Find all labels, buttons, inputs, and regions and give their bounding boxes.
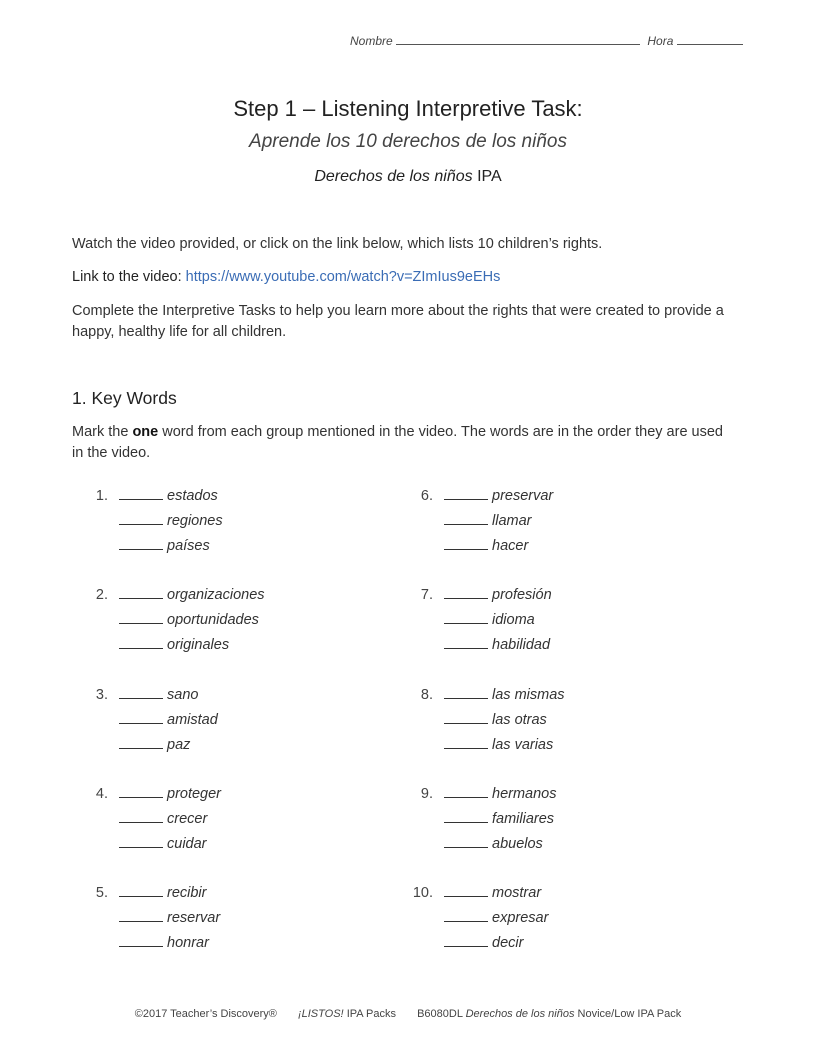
word-text: organizaciones [167,587,265,604]
footer-code: B6080DL [417,1008,463,1020]
answer-blank[interactable] [119,683,163,699]
footer-brand-italic: ¡LISTOS! [297,1008,344,1020]
word-text: habilidad [492,637,551,654]
word-text: decir [492,935,524,952]
word-text: regiones [167,513,223,529]
word-option [119,807,221,832]
footer-product-plain: Novice/Low IPA Pack [577,1008,682,1020]
group-word-list [119,881,220,956]
key-words-instructions [72,422,732,464]
group-number: 7. [420,587,433,604]
group-number: 10. [412,885,433,902]
word-option [444,931,548,956]
word-option [444,881,548,906]
group-number: 8. [420,686,433,703]
word-option [444,608,552,633]
group-number: 3. [95,686,108,703]
answer-blank[interactable] [444,484,488,500]
word-option [444,534,553,559]
footer-product [417,1008,681,1020]
word-option [444,708,565,733]
answer-blank[interactable] [119,782,163,798]
word-text: proteger [167,785,222,802]
name-label: Nombre [350,34,393,48]
word-text: originales [167,637,230,654]
intro-text: Watch the video provided, or click on the link below, which lists 10 children’s rights. [72,236,603,252]
instr-bold: one [132,424,159,440]
answer-blank[interactable] [444,733,488,749]
word-text: reservar [167,910,221,927]
word-text: oportunidades [167,612,259,629]
ipa-title-italic: Derechos de los niños [314,168,473,185]
answer-blank[interactable] [444,683,488,699]
word-text: las otras [492,711,547,728]
answer-blank[interactable] [119,733,163,749]
answer-blank[interactable] [444,583,488,599]
word-text: idioma [492,612,535,629]
answer-blank[interactable] [119,832,163,848]
word-option [444,484,553,509]
answer-blank[interactable] [444,708,488,724]
word-option [444,583,552,608]
group-word-list [444,782,556,857]
answer-blank[interactable] [119,484,163,500]
word-option [119,733,218,758]
word-option [119,708,218,733]
instr-after: word from each group mentioned in the video. The words are in the order they are used in the video. [72,424,723,461]
group-word-list [444,881,548,956]
word-option [119,832,221,857]
answer-blank[interactable] [119,534,163,550]
word-option [119,484,223,509]
hora-blank[interactable] [677,33,743,45]
word-option [444,683,565,708]
name-blank[interactable] [396,33,640,45]
group-word-list [444,683,565,758]
answer-blank[interactable] [119,931,163,947]
word-text: hacer [492,538,529,554]
word-option [119,683,218,708]
answer-blank[interactable] [119,807,163,823]
word-option [444,782,556,807]
footer [0,1008,816,1020]
group-word-list [119,782,221,857]
word-text: honrar [167,935,209,952]
group-word-list [444,583,552,658]
footer-brand [298,1008,396,1020]
word-text: países [167,538,210,554]
group-word-list [444,484,553,559]
hora-label: Hora [647,34,674,48]
answer-blank[interactable] [119,906,163,922]
word-text: familiares [492,810,555,827]
word-option [119,534,223,559]
word-option [444,633,552,658]
word-option [119,931,220,956]
word-option [444,832,556,857]
word-option [119,906,220,931]
answer-blank[interactable] [444,633,488,649]
word-option [119,881,220,906]
word-option [444,906,548,931]
answer-blank[interactable] [444,881,488,897]
answer-blank[interactable] [119,583,163,599]
word-option [444,509,553,534]
ipa-title [0,168,816,186]
answer-blank[interactable] [444,608,488,624]
group-number: 5. [95,885,108,902]
answer-blank[interactable] [444,832,488,848]
word-option [119,633,265,658]
page-title: Step 1 – Listening Interpretive Task: [233,96,583,121]
video-link[interactable]: https://www.youtube.com/watch?v=ZImIus9eEHs [185,269,501,285]
word-text: estados [167,488,218,504]
answer-blank[interactable] [444,807,488,823]
instr-before: Mark the [72,424,129,440]
group-word-list [119,683,218,758]
word-text: recibir [167,885,207,902]
word-text: mostrar [492,885,542,902]
answer-blank[interactable] [444,782,488,798]
video-link-line [72,267,732,288]
word-text: preservar [492,488,554,504]
word-text: hermanos [492,785,557,802]
word-option [119,583,265,608]
group-number: 6. [420,488,433,504]
word-text: abuelos [492,835,543,852]
group-number: 1. [95,488,108,504]
answer-blank[interactable] [444,906,488,922]
answer-blank[interactable] [119,881,163,897]
word-text: expresar [492,910,549,927]
answer-blank[interactable] [444,509,488,525]
word-text: sano [167,686,199,703]
name-hora-line [350,33,743,48]
complete-text: Complete the Interpretive Tasks to help you learn more about the rights that were created to provide a happy, healthy life for all children. [72,303,724,340]
word-text: cuidar [167,835,207,852]
word-text: llamar [492,513,532,529]
group-number: 9. [420,785,433,802]
group-number: 4. [95,785,108,802]
group-word-list [119,484,223,559]
ipa-title-plain: IPA [477,168,502,185]
word-option [119,608,265,633]
answer-blank[interactable] [119,608,163,624]
group-number: 2. [95,587,108,604]
answer-blank[interactable] [119,509,163,525]
word-option [444,807,556,832]
word-option [444,733,565,758]
group-word-list [119,583,265,658]
word-text: amistad [167,711,218,728]
page-subtitle: Aprende los 10 derechos de los niños [249,131,567,152]
section-heading-key-words: 1. Key Words [72,388,177,408]
answer-blank[interactable] [119,708,163,724]
word-text: profesión [492,587,552,604]
word-text: las varias [492,736,554,753]
answer-blank[interactable] [444,534,488,550]
answer-blank[interactable] [444,931,488,947]
footer-copyright: ©2017 Teacher’s Discovery® [134,1008,277,1020]
word-text: las mismas [492,686,565,703]
footer-brand-plain: IPA Packs [346,1008,397,1020]
video-link-label: Link to the video: [72,269,182,285]
footer-product-italic: Derechos de los niños [465,1008,575,1020]
word-option [119,509,223,534]
word-option [119,782,221,807]
word-text: crecer [167,810,208,827]
answer-blank[interactable] [119,633,163,649]
word-text: paz [167,736,191,753]
